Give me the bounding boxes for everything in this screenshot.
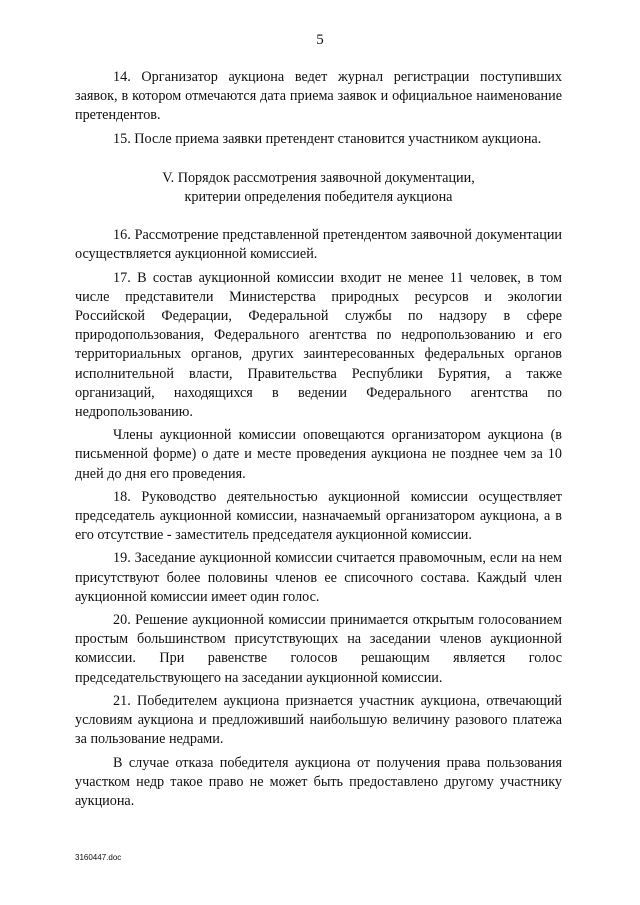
section-heading-line-1: V. Порядок рассмотрения заявочной документации, bbox=[162, 169, 475, 186]
paragraph-21: 21. Победителем аукциона признается участник аукциона, отвечающий условиям аукциона и предложивший наибольшую величину разового платежа за пользование недрами. bbox=[75, 692, 562, 748]
document-body bbox=[75, 68, 562, 815]
paragraph-17: 17. В состав аукционной комиссии входит не менее 11 человек, в том числе представители Министерства природных ресурсов и экологии Российской Федерации, Федеральной службы по надзору в сфере природопользования, Федерального агентства по недропользованию и его территориальных органов, других заинтересованных федеральных органов исполнительной власти, Правительства Республики Бурятия, а также организаций, находящихся в ведении Федерального агентства по недропользованию. bbox=[75, 269, 562, 421]
paragraph-19: 19. Заседание аукционной комиссии считается правомочным, если на нем присутствуют более половины членов ее списочного состава. Каждый член аукционной комиссии имеет один голос. bbox=[75, 550, 562, 605]
paragraph-18: 18. Руководство деятельностью аукционной комиссии осуществляет председатель аукционной комиссии, назначаемый организатором аукциона, а в его отсутствие - заместитель председателя аукционной комиссии. bbox=[75, 488, 562, 544]
paragraph-17-notice: Члены аукционной комиссии оповещаются организатором аукциона (в письменной форме) о дате и месте проведения аукциона не позднее чем за 10 дней до дня его проведения. bbox=[75, 427, 562, 482]
section-heading bbox=[75, 169, 562, 207]
footer-filename: 3160447.doc bbox=[75, 853, 122, 862]
paragraph-15: 15. После приема заявки претендент становится участником аукциона. bbox=[113, 130, 542, 147]
paragraph-14: 14. Организатор аукциона ведет журнал регистрации поступивших заявок, в котором отмечаются дата приема заявок и официальное наименование претендентов. bbox=[75, 69, 562, 124]
paragraph-20: 20. Решение аукционной комиссии принимается открытым голосованием простым большинством присутствующих на заседании членов аукционной комиссии. При равенстве голосов решающим является голос председательствующего на заседании аукционной комиссии. bbox=[75, 612, 562, 686]
section-heading-line-2: критерии определения победителя аукциона bbox=[184, 189, 453, 206]
page-number: 5 bbox=[316, 32, 324, 48]
paragraph-16: 16. Рассмотрение представленной претендентом заявочной документации осуществляется аукционной комиссией. bbox=[75, 227, 562, 263]
paragraph-21-refusal: В случае отказа победителя аукциона от получения права пользования участком недр такое право не может быть предоставлено другому участнику аукциона. bbox=[75, 754, 562, 809]
